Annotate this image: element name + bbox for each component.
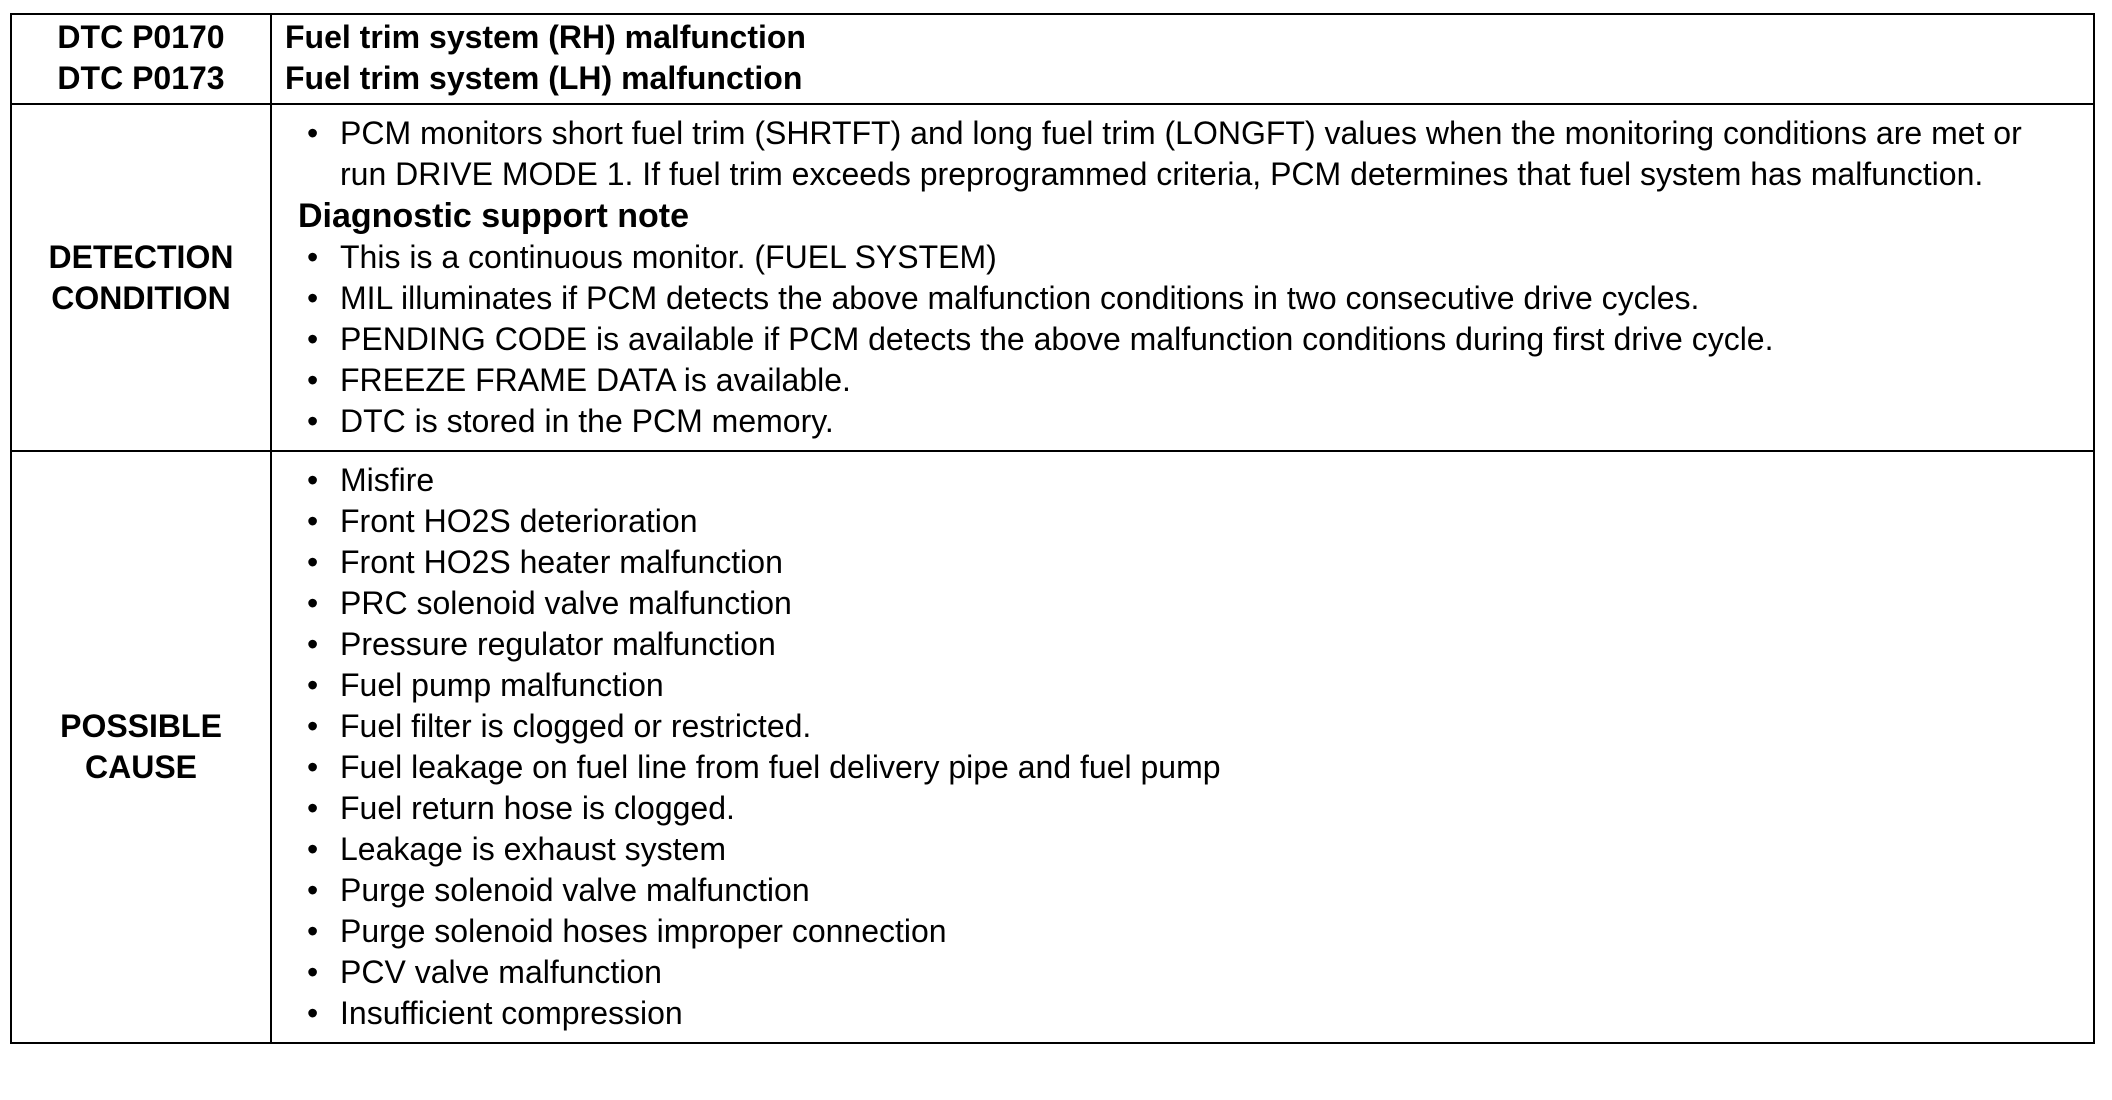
list-item: • Leakage is exhaust system xyxy=(272,829,2073,870)
detection-condition-label: DETECTION CONDITION xyxy=(11,104,271,451)
list-item: • Pressure regulator malfunction xyxy=(272,624,2073,665)
list-item: • Fuel pump malfunction xyxy=(272,665,2073,706)
list-item: • Fuel filter is clogged or restricted. xyxy=(272,706,2073,747)
list-item: • PENDING CODE is available if PCM detects the above malfunction conditions during first drive cycle. xyxy=(272,319,2073,360)
list-item: • Insufficient compression xyxy=(272,993,2073,1034)
detection-condition-content xyxy=(271,104,2094,451)
dtc-description: Fuel trim system (LH) malfunction xyxy=(285,60,803,96)
list-item: • PCV valve malfunction xyxy=(272,952,2073,993)
dtc-description-cell xyxy=(271,14,2094,104)
possible-cause-list xyxy=(272,460,2073,1034)
list-item: • This is a continuous monitor. (FUEL SYSTEM) xyxy=(272,237,2073,278)
dtc-code: DTC P0173 xyxy=(57,60,225,96)
list-item: • DTC is stored in the PCM memory. xyxy=(272,401,2073,442)
list-item: • FREEZE FRAME DATA is available. xyxy=(272,360,2073,401)
dtc-code: DTC P0170 xyxy=(57,19,225,55)
list-item: • Fuel leakage on fuel line from fuel delivery pipe and fuel pump xyxy=(272,747,2073,788)
possible-cause-row xyxy=(11,451,2094,1043)
detection-intro-list xyxy=(272,113,2073,195)
list-item: • Purge solenoid hoses improper connection xyxy=(272,911,2073,952)
list-item: • Front HO2S heater malfunction xyxy=(272,542,2073,583)
list-item: • Misfire xyxy=(272,460,2073,501)
list-item: • MIL illuminates if PCM detects the above malfunction conditions in two consecutive drive cycles. xyxy=(272,278,2073,319)
diagnostic-support-note-heading: Diagnostic support note xyxy=(298,197,689,235)
dtc-code-cell xyxy=(11,14,271,104)
possible-cause-content xyxy=(271,451,2094,1043)
dtc-table xyxy=(10,13,2095,1044)
list-item: • Fuel return hose is clogged. xyxy=(272,788,2073,829)
list-item: • Purge solenoid valve malfunction xyxy=(272,870,2073,911)
diagnostic-note-list xyxy=(272,237,2073,442)
list-item: • PCM monitors short fuel trim (SHRTFT) and long fuel trim (LONGFT) values when the monitoring conditions are met or run DRIVE MODE 1. If fuel trim exceeds preprogrammed criteria, PCM determines that fuel system has malfunction. xyxy=(272,113,2073,195)
dtc-description: Fuel trim system (RH) malfunction xyxy=(285,19,806,55)
possible-cause-label: POSSIBLE CAUSE xyxy=(11,451,271,1043)
detection-condition-row xyxy=(11,104,2094,451)
dtc-header-row xyxy=(11,14,2094,104)
list-item: • PRC solenoid valve malfunction xyxy=(272,583,2073,624)
list-item: • Front HO2S deterioration xyxy=(272,501,2073,542)
